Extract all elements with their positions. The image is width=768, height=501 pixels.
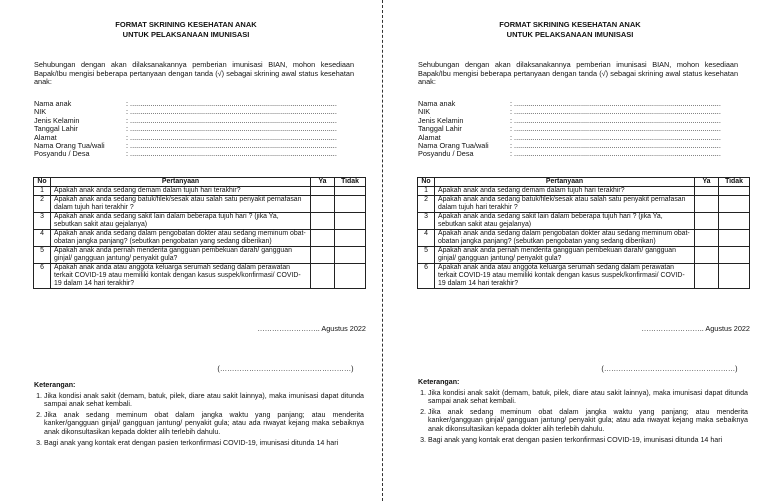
answer-ya-cell[interactable]: [311, 230, 335, 247]
form-title: [0, 20, 372, 40]
question-text: Apakah anak anda sedang sakit lain dalam beberapa tujuh hari ? (jika Ya, sebutkan sakit atau gejalanya): [435, 213, 695, 230]
list-item: 1. Jika kondisi anak sakit (demam, batuk, pilek, diare atau sakit lainnya), maka imunisasi dapat ditunda sampai anak sehat kembali.: [44, 392, 364, 409]
table-header-row: [34, 178, 366, 187]
header-question: Pertanyaan: [51, 178, 311, 187]
table-row: [34, 187, 366, 196]
answer-tidak-cell[interactable]: [335, 196, 366, 213]
question-text: Apakah anak anda sedang demam dalam tujuh hari terakhir?: [435, 187, 695, 196]
identity-field: [418, 142, 738, 150]
question-text: Apakah anak anda pernah menderita gangguan pembekuan darah/ gangguan ginjal/ gangguan jantung/ penyakit gula?: [51, 247, 311, 264]
answer-ya-cell[interactable]: [695, 196, 719, 213]
identity-field: [34, 150, 354, 158]
list-item: 1. Jika kondisi anak sakit (demam, batuk, pilek, diare atau sakit lainnya), maka imunisasi dapat ditunda sampai anak sehat kembali.: [428, 389, 748, 406]
question-text: Apakah anak anda pernah menderita gangguan pembekuan darah/ gangguan ginjal/ gangguan jantung/ penyakit gula?: [435, 247, 695, 264]
answer-ya-cell[interactable]: [695, 213, 719, 230]
field-blank: : ......................................................................................................: [510, 141, 721, 150]
answer-tidak-cell[interactable]: [719, 230, 750, 247]
header-ya: Ya: [695, 178, 719, 187]
question-text: Apakah anak anda atau anggota keluarga serumah sedang dalam perawatan terkait COVID-19 atau memiliki kontak dengan kasus suspek/konfirmasi/ COVID-19 dalam 14 hari terakhir?: [51, 264, 311, 289]
header-no: No: [34, 178, 51, 187]
keterangan-title: Keterangan:: [34, 381, 76, 389]
field-blank: : ......................................................................................................: [126, 133, 337, 142]
identity-field: [418, 134, 738, 142]
cut-line-divider: [382, 0, 383, 501]
field-label: Jenis Kelamin: [34, 116, 80, 125]
field-label: Jenis Kelamin: [418, 116, 464, 125]
field-label: Alamat: [418, 133, 441, 142]
question-text: Apakah anak anda sedang dalam pengobatan dokter atau sedang meminum obat-obatan jangka panjang? (sebutkan pengobatan yang sedang diberikan): [51, 230, 311, 247]
keterangan-title: Keterangan:: [418, 378, 460, 386]
answer-ya-cell[interactable]: [695, 187, 719, 196]
table-row: [34, 247, 366, 264]
question-text: Apakah anak anda sedang batuk/filek/sesak atau salah satu penyakit pernafasan dalam tujuh hari terakhir ?: [435, 196, 695, 213]
date-line: …………………….. Agustus 2022: [257, 324, 366, 333]
table-header-row: [418, 178, 750, 187]
question-text: Apakah anak anda sedang dalam pengobatan dokter atau sedang meminum obat-obatan jangka panjang? (sebutkan pengobatan yang sedang diberikan): [435, 230, 695, 247]
table-row: [34, 264, 366, 289]
keterangan-list: [418, 389, 748, 445]
list-item: 2. Jika anak sedang meminum obat dalam jangka waktu yang panjang; atau menderita kanker/gangguan ginjal/ gangguan jantung/ penyakit gula; atau ada riwayat kejang maka sebaiknya anak dikonsultasikan kepada dokter alih terlebih dahulu.: [44, 411, 364, 437]
answer-tidak-cell[interactable]: [719, 187, 750, 196]
title-line-2: UNTUK PELAKSANAAN IMUNISASI: [122, 30, 250, 39]
field-label: Posyandu / Desa: [34, 150, 90, 159]
answer-ya-cell[interactable]: [695, 247, 719, 264]
question-number: 4: [418, 230, 435, 247]
header-tidak: Tidak: [335, 178, 366, 187]
answer-tidak-cell[interactable]: [335, 247, 366, 264]
field-label: Posyandu / Desa: [418, 150, 474, 159]
date-line: …………………….. Agustus 2022: [641, 324, 750, 333]
field-blank: : ......................................................................................................: [510, 133, 721, 142]
list-item: 3. Bagi anak yang kontak erat dengan pasien terkonfirmasi COVID-19, imunisasi ditunda 14 hari: [428, 436, 748, 445]
field-label: Alamat: [34, 133, 57, 142]
question-text: Apakah anak anda atau anggota keluarga serumah sedang dalam perawatan terkait COVID-19 atau memiliki kontak dengan kasus suspek/konfirmasi/ COVID-19 dalam 14 hari terakhir?: [435, 264, 695, 289]
field-blank: : ......................................................................................................: [126, 100, 337, 108]
intro-paragraph: Sehubungan dengan akan dilaksanakannya pemberian imunisasi BIAN, mohon kesediaan Bapak/Ibu mengisi beberapa pertanyaan dengan tanda (√) sebagai skrining awal status kesehatan anak:: [34, 60, 354, 87]
form-title: [384, 20, 756, 40]
table-row: [418, 187, 750, 196]
field-blank: : ......................................................................................................: [510, 116, 721, 125]
table-row: [34, 213, 366, 230]
table-row: [34, 196, 366, 213]
identity-field: [418, 125, 738, 133]
list-item: 2. Jika anak sedang meminum obat dalam jangka waktu yang panjang; atau menderita kanker/gangguan ginjal/ gangguan jantung/ penyakit gula; atau ada riwayat kejang maka sebaiknya anak dikonsultasikan kepada dokter alih terlebih dahulu.: [428, 408, 748, 434]
form-copy-right: [384, 0, 756, 501]
field-label: Tanggal Lahir: [34, 125, 78, 134]
answer-ya-cell[interactable]: [311, 264, 335, 289]
field-blank: : ......................................................................................................: [126, 125, 337, 134]
keterangan-section: [34, 381, 364, 449]
answer-ya-cell[interactable]: [311, 196, 335, 213]
identity-fields: [418, 100, 738, 159]
keterangan-list: [34, 392, 364, 448]
signature-line: (………………………………………………): [217, 364, 354, 373]
answer-ya-cell[interactable]: [695, 230, 719, 247]
identity-field: [418, 117, 738, 125]
question-number: 5: [418, 247, 435, 264]
question-number: 2: [34, 196, 51, 213]
screening-table: [33, 177, 366, 289]
question-number: 3: [34, 213, 51, 230]
signature-line: (………………………………………………): [601, 364, 738, 373]
identity-field: [418, 150, 738, 158]
answer-tidak-cell[interactable]: [719, 264, 750, 289]
identity-field: [418, 100, 738, 108]
question-number: 6: [34, 264, 51, 289]
identity-field: [34, 125, 354, 133]
answer-tidak-cell[interactable]: [335, 264, 366, 289]
field-label: NIK: [418, 108, 431, 117]
question-number: 5: [34, 247, 51, 264]
table-row: [418, 264, 750, 289]
answer-ya-cell[interactable]: [311, 247, 335, 264]
keterangan-section: [418, 378, 748, 446]
title-line-1: FORMAT SKRINING KESEHATAN ANAK: [499, 20, 641, 29]
field-label: Nama anak: [34, 100, 72, 108]
title-line-1: FORMAT SKRINING KESEHATAN ANAK: [115, 20, 257, 29]
table-row: [418, 247, 750, 264]
field-label: Tanggal Lahir: [418, 125, 462, 134]
table-row: [34, 230, 366, 247]
field-blank: : ......................................................................................................: [126, 141, 337, 150]
question-text: Apakah anak anda sedang batuk/filek/sesak atau salah satu penyakit pernafasan dalam tujuh hari terakhir ?: [51, 196, 311, 213]
form-copy-left: [0, 0, 372, 501]
field-blank: : ......................................................................................................: [510, 108, 721, 117]
field-blank: : ......................................................................................................: [126, 150, 337, 159]
answer-tidak-cell[interactable]: [719, 247, 750, 264]
field-label: NIK: [34, 108, 47, 117]
table-row: [418, 230, 750, 247]
field-blank: : ......................................................................................................: [126, 116, 337, 125]
identity-field: [34, 134, 354, 142]
answer-tidak-cell[interactable]: [335, 230, 366, 247]
field-blank: : ......................................................................................................: [510, 125, 721, 134]
answer-ya-cell[interactable]: [311, 187, 335, 196]
question-number: 6: [418, 264, 435, 289]
answer-tidak-cell[interactable]: [335, 213, 366, 230]
question-text: Apakah anak anda sedang sakit lain dalam beberapa tujuh hari ? (jika Ya, sebutkan sakit atau gejalanya): [51, 213, 311, 230]
question-number: 1: [34, 187, 51, 196]
header-tidak: Tidak: [719, 178, 750, 187]
question-number: 1: [418, 187, 435, 196]
question-number: 3: [418, 213, 435, 230]
intro-paragraph: Sehubungan dengan akan dilaksanakannya pemberian imunisasi BIAN, mohon kesediaan Bapak/Ibu mengisi beberapa pertanyaan dengan tanda (√) sebagai skrining awal status kesehatan anak:: [418, 60, 738, 87]
list-item: 3. Bagi anak yang kontak erat dengan pasien terkonfirmasi COVID-19, imunisasi ditunda 14 hari: [44, 439, 364, 448]
answer-ya-cell[interactable]: [311, 213, 335, 230]
field-label: Nama Orang Tua/wali: [418, 141, 489, 150]
identity-field: [34, 100, 354, 108]
header-question: Pertanyaan: [435, 178, 695, 187]
header-ya: Ya: [311, 178, 335, 187]
title-line-2: UNTUK PELAKSANAAN IMUNISASI: [506, 30, 634, 39]
question-number: 2: [418, 196, 435, 213]
field-label: Nama anak: [418, 100, 456, 108]
identity-field: [34, 117, 354, 125]
field-blank: : ......................................................................................................: [126, 108, 337, 117]
identity-field: [34, 142, 354, 150]
question-number: 4: [34, 230, 51, 247]
question-text: Apakah anak anda sedang demam dalam tujuh hari terakhir?: [51, 187, 311, 196]
table-row: [418, 196, 750, 213]
answer-ya-cell[interactable]: [695, 264, 719, 289]
table-row: [418, 213, 750, 230]
field-label: Nama Orang Tua/wali: [34, 141, 105, 150]
answer-tidak-cell[interactable]: [719, 196, 750, 213]
field-blank: : ......................................................................................................: [510, 150, 721, 159]
header-no: No: [418, 178, 435, 187]
identity-field: [418, 108, 738, 116]
answer-tidak-cell[interactable]: [719, 213, 750, 230]
screening-table: [417, 177, 750, 289]
field-blank: : ......................................................................................................: [510, 100, 721, 108]
identity-field: [34, 108, 354, 116]
identity-fields: [34, 100, 354, 159]
answer-tidak-cell[interactable]: [335, 187, 366, 196]
